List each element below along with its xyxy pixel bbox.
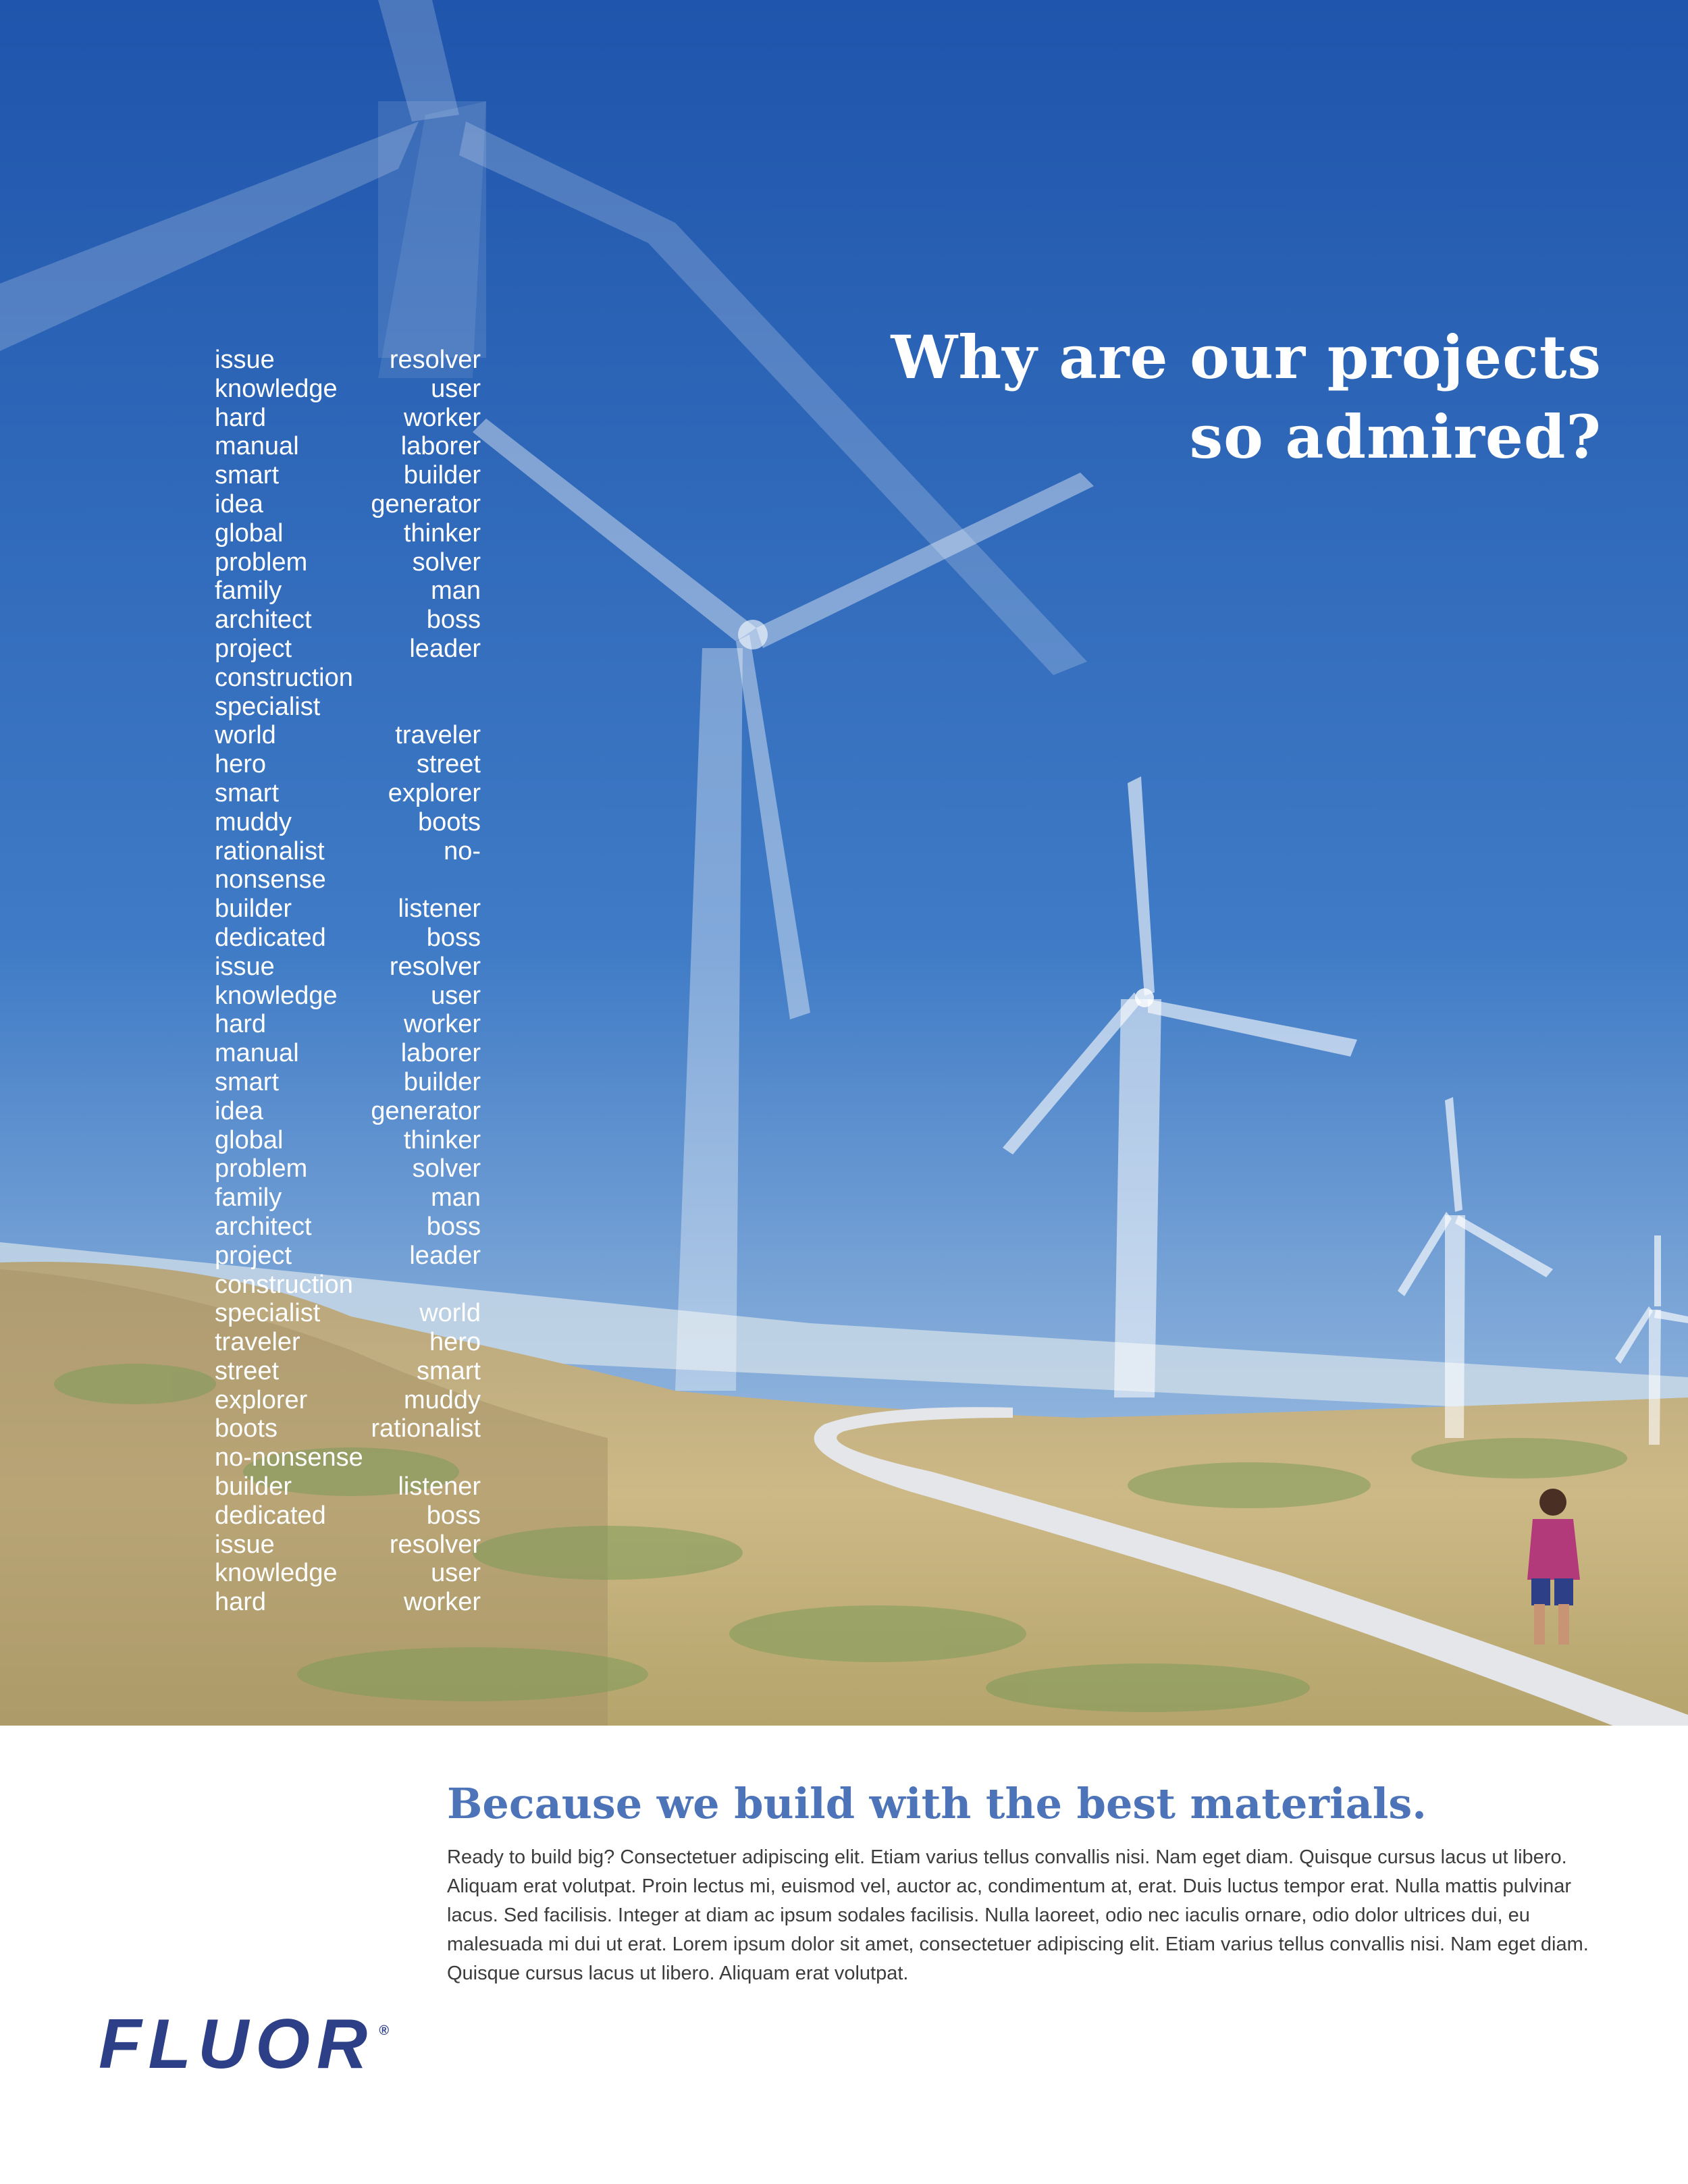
tower-word-line: issue resolver: [215, 346, 481, 374]
tower-word-line: global thinker: [215, 518, 481, 548]
tower-word-line: specialist world: [215, 1299, 481, 1328]
tower-word-line: rationalist no-: [215, 836, 481, 865]
tower-word-line: hard worker: [215, 403, 481, 432]
fluor-logo: [99, 2004, 390, 2085]
tower-word-line: knowledge user: [215, 981, 481, 1010]
tower-word-line: specialist: [215, 692, 321, 721]
body-copy: Ready to build big? Consectetuer adipiscing elit. Etiam varius tellus convallis nisi. Nam eget diam. Quisque cursus lacus ut libero. Aliquam erat volutpat. Proin lectus mi, euismod vel, auctor ac, condimentum at, erat. Duis luctus tempor erat. Nulla mattis pulvinar lacus. Sed facilisis. Integer at diam ac ipsum sodales facilisis. Nulla laoreet, odio nec iaculis ornare, odio dolor ultrices dui, eu malesuada mi dui ut erat. Lorem ipsum dolor sit amet, consectetuer adipiscing elit. Etiam varius tellus convallis nisi. Nam eget diam. Quisque cursus lacus ut libero. Aliquam erat volutpat.: [447, 1846, 1589, 1984]
tower-word-line: architect boss: [215, 1212, 481, 1241]
headline-line-1: Why are our projects: [891, 322, 1602, 392]
tower-word-line: traveler hero: [215, 1328, 481, 1357]
subheadline: Because we build with the best materials.: [447, 1779, 1427, 1828]
tower-word-line: knowledge user: [215, 1559, 481, 1588]
tower-word-line: issue resolver: [215, 952, 481, 981]
headline: [791, 317, 1602, 477]
tower-word-line: family man: [215, 1183, 481, 1213]
tower-word-line: hard worker: [215, 1588, 481, 1617]
logo-text: FLUOR: [99, 2005, 375, 2083]
tower-word-line: smart builder: [215, 1067, 481, 1096]
tower-word-line: problem solver: [215, 548, 481, 577]
tower-word-line: hero street: [215, 750, 481, 779]
tower-word-line: project leader: [215, 1241, 481, 1270]
tower-word-line: dedicated boss: [215, 923, 481, 952]
tower-word-line: architect boss: [215, 606, 481, 635]
tower-word-line: issue resolver: [215, 1530, 481, 1559]
tower-word-line: project leader: [215, 634, 481, 663]
tower-word-line: smart builder: [215, 461, 481, 490]
tower-word-line: hard worker: [215, 1010, 481, 1039]
tower-word-line: problem solver: [215, 1154, 481, 1183]
tower-word-line: boots rationalist: [215, 1414, 481, 1443]
tower-word-line: global thinker: [215, 1125, 481, 1154]
tower-word-line: no-nonsense: [215, 1443, 363, 1472]
tower-word-line: idea generator: [215, 1096, 481, 1125]
tower-word-line: explorer muddy: [215, 1385, 481, 1414]
tower-word-line: street smart: [215, 1356, 481, 1385]
tower-word-line: construction: [215, 1270, 353, 1299]
tower-word-line: construction: [215, 663, 353, 692]
tower-word-line: smart explorer: [215, 778, 481, 807]
tower-word-line: muddy boots: [215, 807, 481, 836]
turbine-tower-words: [215, 346, 481, 1617]
tower-word-line: family man: [215, 577, 481, 606]
tower-word-line: idea generator: [215, 489, 481, 518]
tower-word-line: manual laborer: [215, 432, 481, 461]
tower-word-line: nonsense: [215, 865, 326, 895]
tower-word-line: builder listener: [215, 1472, 481, 1501]
tower-word-line: world traveler: [215, 721, 481, 750]
tower-word-line: knowledge user: [215, 374, 481, 403]
headline-line-2: so admired?: [1189, 402, 1602, 472]
registered-mark: ®: [379, 2023, 390, 2038]
tower-word-line: builder listener: [215, 895, 481, 924]
tower-word-line: manual laborer: [215, 1039, 481, 1068]
tower-word-line: dedicated boss: [215, 1501, 481, 1530]
